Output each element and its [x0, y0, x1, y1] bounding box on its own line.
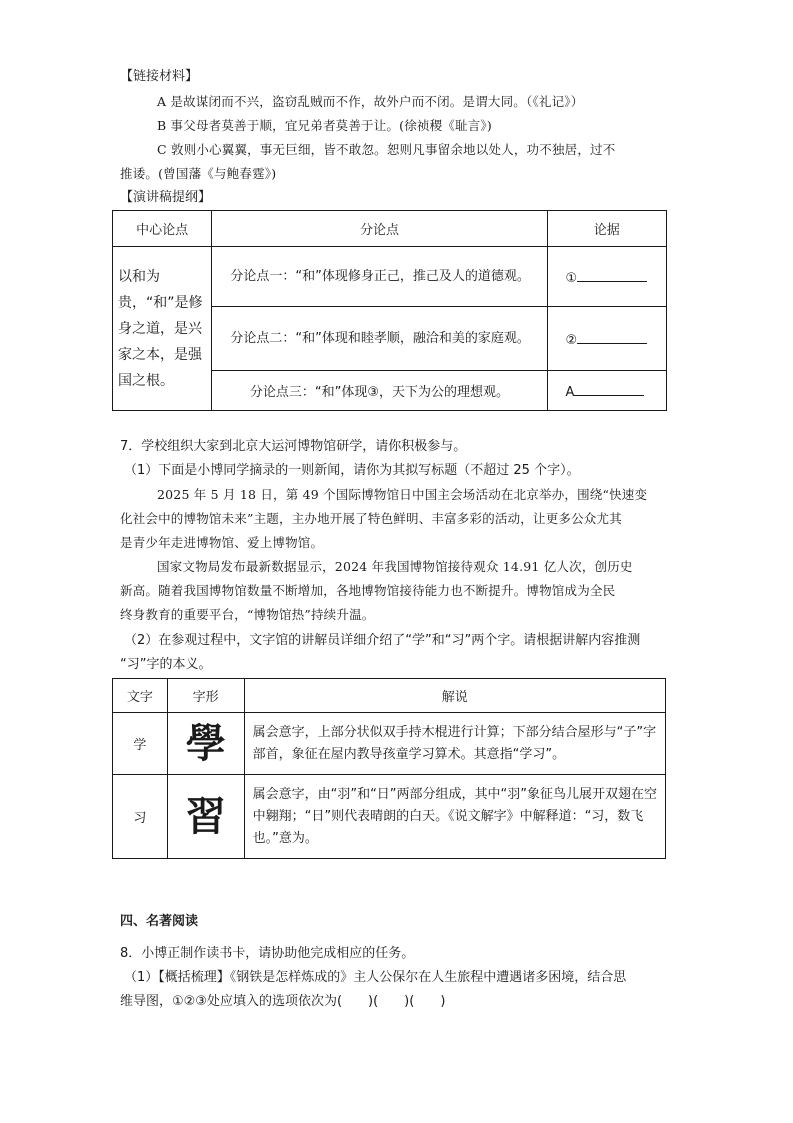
evidence-3-marker: A [565, 385, 575, 400]
links-item-c-line1: C 敦则小心翼翼，事无巨细，皆不敢忽。恕则凡事留余地以处人，功不独居，过不 [157, 142, 616, 157]
section4-title: 四、名著阅读 [120, 914, 199, 929]
outline-evidence-1[interactable] [547, 247, 666, 307]
q8-title: 8．小博正制作读书卡，请协助他完成相应的任务。 [120, 946, 415, 961]
links-item-b: B 事父母者莫善于顺，宜兄弟者莫善于让。(徐祯稷《耻言》) [157, 118, 492, 133]
q7-title: 7．学校组织大家到北京大运河博物馆研学，请你积极参与。 [120, 439, 467, 454]
char-table-col-char: 文字 [113, 679, 168, 713]
outline-header: 【演讲稿提纲】 [120, 190, 212, 205]
char-row1-glyph [167, 713, 244, 775]
char-row2-explain: 属会意字，由“羽”和“日”两部分组成，其中“羽”象征鸟儿展开双翅在空中翱翔；“日”则代表晴朗的白天。《说文解字》中解释道：“习，数飞也。”意为。 [244, 775, 665, 859]
char-table-col-form: 字形 [167, 679, 244, 713]
ancient-glyph-xue: 學 [185, 719, 226, 767]
q8-sub1-line1: （1）【概括梳理】《钢铁是怎样炼成的》主人公保尔在人生旅程中遭遇诸多困境，结合思 [124, 970, 627, 985]
q7-sub2-line1: （2）在参观过程中，文字馆的讲解员详细介绍了“学”和“习”两个字。请根据讲解内容推测 [124, 633, 641, 648]
evidence-2-blank[interactable] [577, 329, 647, 344]
evidence-2-marker: ② [565, 333, 578, 348]
q8-sub1-line2: 维导图，①②③处应填入的选项依次为( )( )( ) [120, 994, 446, 1009]
q7-sub1: （1）下面是小博同学摘录的一则新闻，请你为其拟写标题（不超过 25 个字）。 [124, 463, 580, 478]
ancient-glyph-xi: 習 [185, 792, 226, 840]
char-table-col-explain: 解说 [244, 679, 665, 713]
char-row2-char: 习 [113, 775, 168, 859]
outline-evidence-2[interactable] [547, 307, 666, 371]
evidence-1-marker: ① [565, 271, 578, 286]
q7-news-p1-line1: 2025 年 5 月 18 日，第 49 个国际博物馆日中国主会场活动在北京举办，围绕“快速变 [157, 487, 648, 502]
outline-point-1: 分论点一：“和”体现修身正己，推己及人的道德观。 [212, 247, 547, 307]
evidence-3-blank[interactable] [574, 381, 644, 396]
q7-news-p2-line1: 国家文物局发布最新数据显示，2024 年我国博物馆接待观众 14.91 亿人次，创历史 [157, 559, 633, 574]
character-table [112, 678, 666, 859]
outline-point-2: 分论点二：“和”体现和睦孝顺，融洽和美的家庭观。 [212, 307, 547, 371]
links-header: 【链接材料】 [120, 69, 199, 84]
char-row2-glyph [167, 775, 244, 859]
links-item-c-line2: 推诿。(曾国藩《与鲍春霆》) [120, 166, 277, 181]
q7-news-p1-line2: 化社会中的博物馆未来”主题，主办地开展了特色鲜明、丰富多彩的活动，让更多公众尤其 [120, 511, 622, 526]
char-row1-explain: 属会意字，上部分状似双手持木棍进行计算；下部分结合屋形与“子”字部首，象征在屋内教导孩童学习算术。其意指“学习”。 [244, 713, 665, 775]
outline-col-evidence: 论据 [547, 211, 666, 247]
outline-point-3: 分论点三：“和”体现③，天下为公的理想观。 [212, 371, 547, 411]
outline-evidence-3[interactable] [547, 371, 666, 411]
outline-col-points: 分论点 [212, 211, 547, 247]
char-row1-char: 学 [113, 713, 168, 775]
q7-news-p2-line2: 新高。随着我国博物馆数量不断增加，各地博物馆接待能力也不断提升。博物馆成为全民 [120, 583, 616, 598]
q7-sub2-line2: “习”字的本义。 [120, 657, 212, 672]
outline-central-argument: 以和为贵，“和”是修身之道，是兴家之本，是强国之根。 [113, 247, 212, 411]
evidence-1-blank[interactable] [577, 267, 647, 282]
outline-col-central: 中心论点 [113, 211, 212, 247]
outline-table [112, 210, 667, 411]
q7-news-p2-line3: 终身教育的重要平台，“博物馆热”持续升温。 [120, 607, 375, 622]
q7-news-p1-line3: 是青少年走进博物馆、爱上博物馆。 [120, 535, 324, 550]
links-item-a: A 是故谋闭而不兴，盗窃乱贼而不作，故外户而不闭。是谓大同。（《礼记》） [157, 94, 584, 109]
